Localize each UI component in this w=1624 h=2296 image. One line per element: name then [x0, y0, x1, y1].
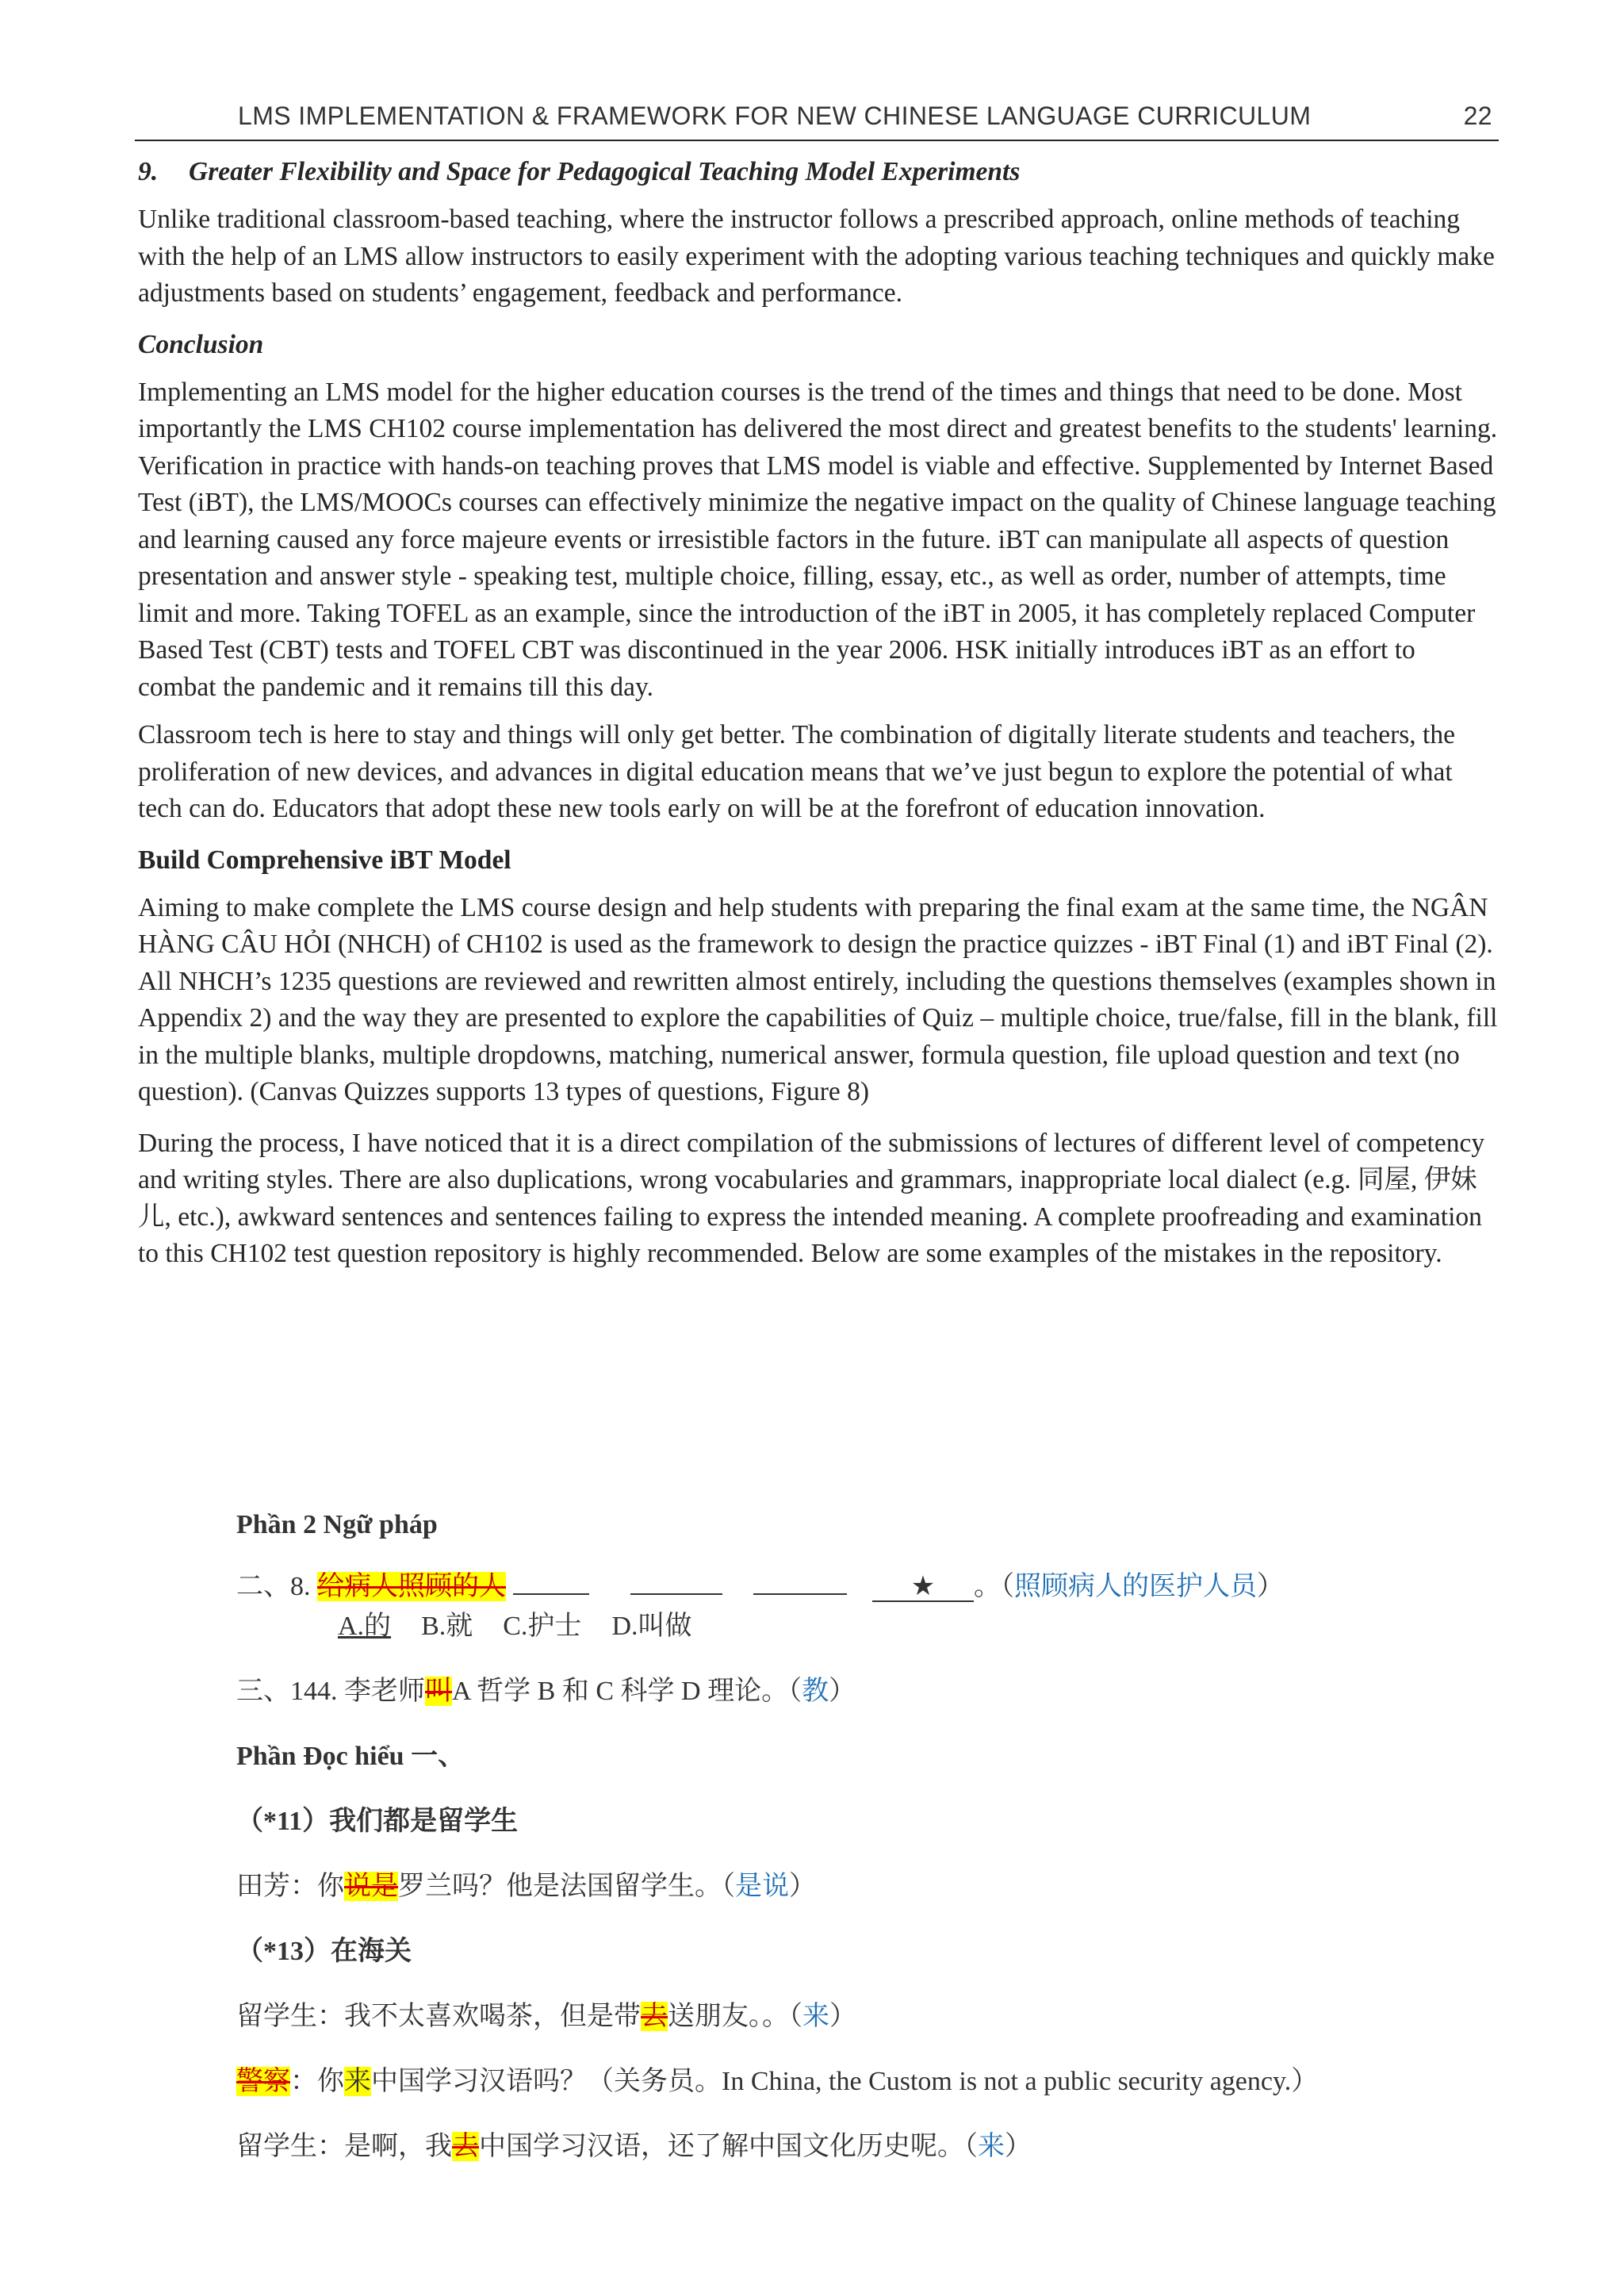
item-13-l3-correction: 来 [978, 2132, 1005, 2161]
conclusion-heading: Conclusion [138, 329, 264, 359]
item-13-heading: （*13）在海关 [236, 1937, 412, 1966]
ibt-paragraph-2: During the process, I have noticed that it is a direct compilation of the submissions of lectures of different level of competency and writing styles. There are also duplications, wrong vocabularies and grammars, inappropriate local dialect (e.g. 同屋, 伊妹儿, etc.), awkward sentences and sentences failing to express the intended meaning. A complete proofreading and examination to this CH102 test question repository is highly recommended. Below are some examples of the mistakes in the repository. [138, 1128, 1485, 1268]
item-11-close: ） [789, 1872, 816, 1901]
item-13-line-1 [236, 1999, 1473, 2035]
section-title: Greater Flexibility and Space for Pedagogical Teaching Model Experiments [189, 157, 1021, 186]
section-9-paragraph: Unlike traditional classroom-based teaching, where the instructor follows a prescribed approach, online methods of teaching with the help of an LMS allow instructors to easily experiment with the adopting various teaching techniques and quickly make adjustments based on students’ engagement, feedback and performance. [138, 205, 1495, 308]
option-a: A.的 [338, 1612, 392, 1641]
option-c: C.护士 [503, 1612, 582, 1641]
q8-prefix: 二、8. [236, 1572, 317, 1601]
option-d: D.叫做 [611, 1612, 692, 1641]
grammar-question-8-options [236, 1608, 1473, 1645]
section-number: 9. [138, 157, 159, 186]
item-13-l2-highlight: 来 [344, 2067, 371, 2096]
item-11-heading: （*11）我们都是留学生 [236, 1807, 519, 1836]
star-icon: ★ [910, 1572, 936, 1601]
grammar-heading: Phần 2 Ngữ pháp [236, 1510, 438, 1539]
item-13-l3-prefix: 留学生：是啊，我 [236, 2132, 452, 2161]
item-13-l2-struck-text: 警察 [236, 2067, 290, 2096]
conclusion-paragraph-1: Implementing an LMS model for the higher education courses is the trend of the times and things that need to be done. Most importantly the LMS CH102 course implementation has delivered the most direct and greatest benefits to the students' learning. Verification in practice with hands-on teaching proves that LMS model is viable and effective. Supplemented by Internet Based Test (iBT), the LMS/MOOCs courses can effectively minimize the negative impact on the quality of Chinese language teaching and learning caused any force majeure events or irresistible factors in the future. iBT can manipulate all aspects of question presentation and answer style - speaking test, multiple choice, filling, essay, etc., as well as order, number of attempts, time limit and more. Taking TOFEL as an example, since the introduction of the iBT in 2005, it has completely replaced Computer Based Test (CBT) tests and TOFEL CBT was discontinued in the year 2006. HSK initially introduces iBT as an effort to combat the pandemic and it remains till this day. [138, 377, 1498, 702]
q8-struck-text: 给病人照顾的人 [317, 1572, 506, 1601]
header-title: LMS IMPLEMENTATION & FRAMEWORK FOR NEW CHINESE LANGUAGE CURRICULUM [238, 102, 1312, 130]
reading-heading: Phần Đọc hiểu 一、 [236, 1742, 465, 1771]
answer-blank [630, 1570, 722, 1595]
item-13-l3-close: ） [1005, 2132, 1032, 2161]
star-answer-blank [872, 1572, 974, 1602]
answer-blank [753, 1570, 847, 1595]
item-13-line-2 [236, 2064, 1473, 2100]
item-13-l3-middle: 中国学习汉语，还了解中国文化历史呢。（ [479, 2132, 978, 2161]
ibt-paragraph-1: Aiming to make complete the LMS course design and help students with preparing the final exam at the same time, the NGÂN HÀNG CÂU HỎI (NHCH) of CH102 is used as the framework to design the practice quizzes - iBT Final (1) and iBT Final (2). All NHCH’s 1235 questions are reviewed and rewritten almost entirely, including the questions themselves (examples shown in Appendix 2) and the way they are presented to explore the capabilities of Quiz – multiple choice, true/false, fill in the blank, fill in the multiple blanks, multiple dropdowns, matching, numerical answer, formula question, file upload question and text (no question). (Canvas Quizzes supports 13 types of questions, Figure 8) [138, 892, 1498, 1106]
q144-prefix: 三、144. 李老师 [236, 1677, 425, 1706]
grammar-question-8 [236, 1569, 1473, 1605]
item-11-middle: 罗兰吗？他是法国留学生。（ [398, 1872, 735, 1901]
item-13-l3-struck-text: 去 [452, 2132, 479, 2161]
q8-suffix: 。（ [974, 1572, 1014, 1601]
page-number: 22 [1463, 102, 1492, 130]
q8-close: ） [1257, 1572, 1284, 1601]
answer-blank [513, 1570, 589, 1595]
item-11-line [236, 1869, 1473, 1905]
q144-struck-text: 叫 [425, 1677, 452, 1706]
conclusion-paragraph-2: Classroom tech is here to stay and things will only get better. The combination of digitally literate students and teachers, the proliferation of new devices, and advances in digital education means that we’ve just begun to explore the potential of what tech can do. Educators that adopt these new tools early on will be at the forefront of education innovation. [138, 720, 1455, 823]
section-9-heading [138, 154, 1499, 190]
item-11-struck-text: 说是 [344, 1872, 398, 1901]
item-11-correction: 是说 [735, 1872, 789, 1901]
page-header [135, 100, 1499, 141]
item-13-l1-close: ） [829, 2002, 856, 2031]
q144-correction: 教 [802, 1677, 829, 1706]
item-13-l1-struck-text: 去 [641, 2002, 668, 2031]
item-13-line-3 [236, 2129, 1473, 2165]
item-13-l1-prefix: 留学生：我不太喜欢喝茶，但是带 [236, 2002, 641, 2031]
ibt-heading: Build Comprehensive iBT Model [138, 845, 511, 875]
item-11-prefix: 田芳：你 [236, 1872, 344, 1901]
option-b: B.就 [421, 1612, 473, 1641]
item-13-l2-middle: 中国学习汉语吗？（关务员。In China, the Custom is not a public security agency.） [371, 2067, 1319, 2096]
q144-middle: A 哲学 B 和 C 科学 D 理论。（ [452, 1677, 802, 1706]
grammar-question-144 [236, 1673, 1473, 1710]
q144-close: ） [829, 1677, 856, 1706]
item-13-l1-correction: 来 [802, 2002, 829, 2031]
item-13-l2-prefix: ：你 [290, 2067, 344, 2096]
document-body [138, 154, 1499, 1273]
q8-correction: 照顾病人的医护人员 [1014, 1572, 1257, 1601]
item-13-l1-middle: 送朋友。。（ [668, 2002, 802, 2031]
